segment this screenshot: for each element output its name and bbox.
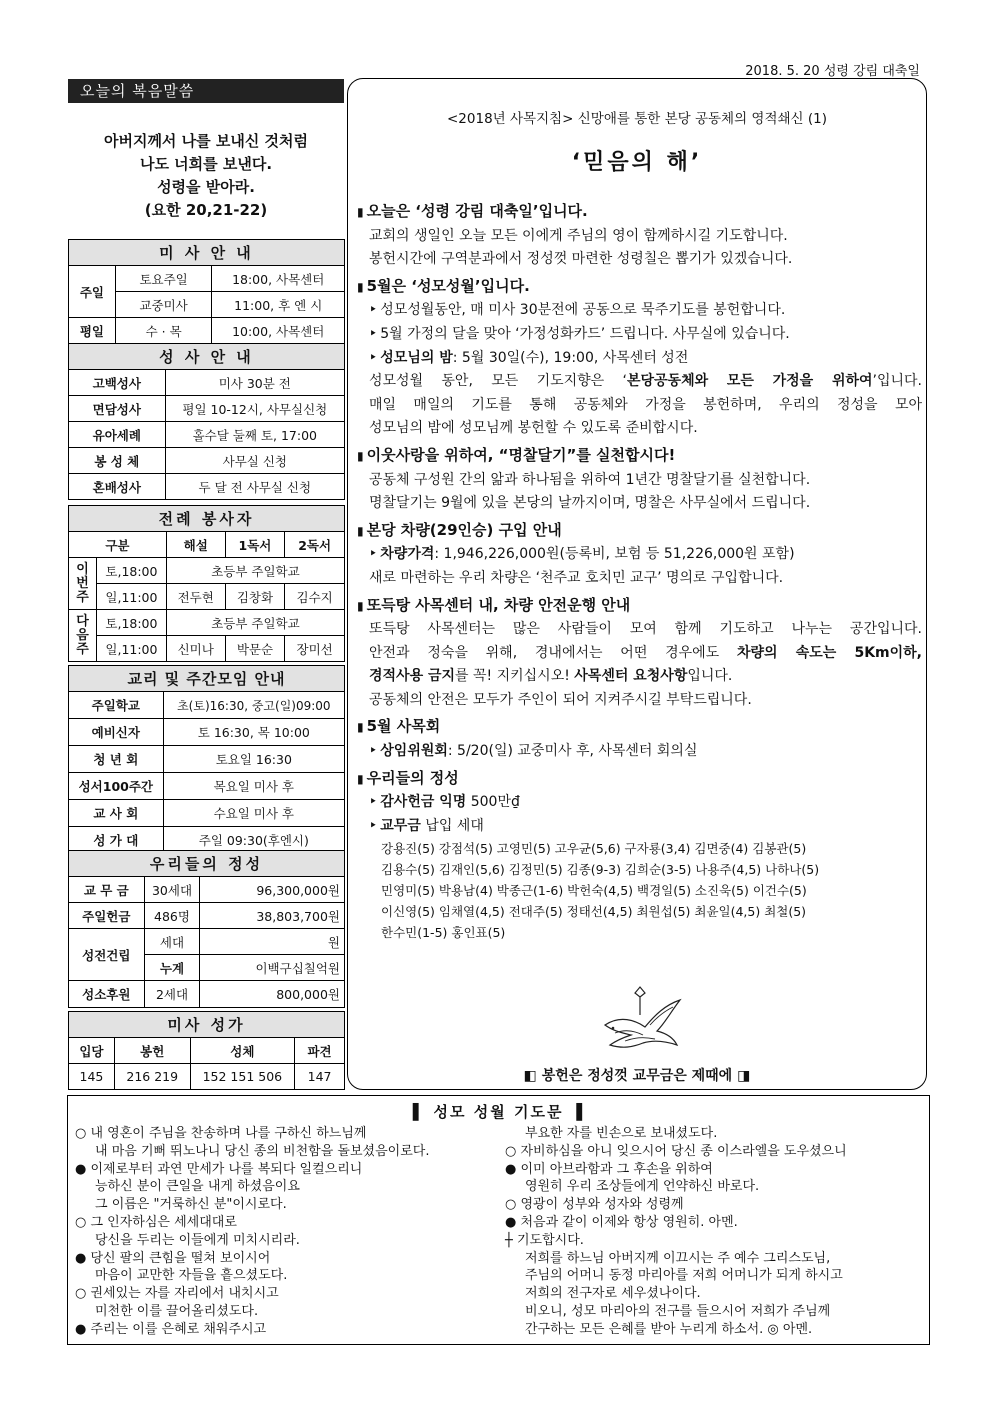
- paragraph: [357, 665, 922, 689]
- liturgy-time: 일,11:00: [96, 636, 166, 662]
- donor-line: 민영미(5) 박용남(4) 박종근(1-6) 박헌숙(4,5) 백경일(5) 소진욱(5) 이건수(5): [381, 883, 807, 899]
- paragraph: 또득탕 사목센터는 많은 사람들이 모여 함께 기도하고 나누는 공간입니다.: [369, 621, 922, 638]
- gospel-line: 나도 너희를 보낸다.: [139, 155, 273, 173]
- text: 입니다.: [687, 668, 733, 685]
- mass-name: 수 · 목: [115, 318, 212, 344]
- bold-text: 본당공동체와 모든 가정을 위하여: [626, 373, 873, 390]
- paragraph: 성모님의 밤에 성모님께 봉헌할 수 있도록 준비합시다.: [369, 420, 698, 437]
- meeting-time: 주일 09:30(후엔시): [163, 827, 344, 854]
- prayer-line: 저희를 하느님 아버지께 이끄시는 주 예수 그리스도님,: [525, 1250, 831, 1266]
- prayer-text: 당신 팔의 큰힘을 떨쳐 보이시어: [90, 1250, 271, 1266]
- paragraph: 새로 마련하는 우리 차량은 ‘천주교 호치민 교구’ 명의로 구입합니다.: [369, 569, 784, 586]
- mass-time: 10:00, 사목센터: [212, 318, 345, 344]
- prayer-line: 주님의 어머니 동정 마리아를 저희 어머니가 되게 하시고: [525, 1268, 843, 1284]
- prayer-line: [75, 1285, 505, 1303]
- donor-line: 한수민(1-5) 홍인표(5): [381, 925, 506, 941]
- offering-name: 성소후원: [69, 981, 145, 1008]
- donor-line: 이신영(5) 임채열(4,5) 전대주(5) 정태선(4,5) 최원섭(5) 최윤일(4,5) 최철(5): [381, 904, 807, 920]
- meeting-name: 청 년 회: [69, 746, 164, 773]
- liturgy-group: 초등부 주일학교: [166, 558, 344, 584]
- prayer-marker: ○: [505, 1143, 517, 1159]
- sacrament-title: 성 사 안 내: [69, 344, 345, 370]
- bullet-item: ‣ 5월 가정의 달을 맞아 ‘가정성화카드’ 드립니다. 사무실에 있습니다.: [357, 323, 922, 347]
- meetings-table: [68, 665, 345, 854]
- section-heading: ▮ 우리들의 정성: [357, 767, 922, 792]
- building-total-label: 누계: [144, 955, 200, 981]
- bold-text: 경적사용 금지: [369, 668, 456, 685]
- liturgy-header: 구분: [69, 532, 167, 558]
- hymns-title: 미사 성가: [69, 1012, 345, 1038]
- sacrament-name: 고백성사: [69, 370, 166, 396]
- mass-time: 18:00, 사목센터: [212, 266, 345, 292]
- prayer-line: 간구하는 모든 은혜를 받아 누리게 하소서. ◎ 아멘.: [525, 1321, 813, 1337]
- sacrament-name: 혼배성사: [69, 474, 166, 500]
- prayer-marker: ○: [75, 1214, 87, 1230]
- prayer-line: 미천한 이를 끌어올리셨도다.: [95, 1303, 259, 1319]
- bold-text: 차량의 속도는 5Km이하,: [736, 644, 923, 661]
- prayer-line: [505, 1196, 925, 1214]
- prayer-line: 비오니, 성모 마리아의 전구를 들으시어 저희가 주님께: [525, 1303, 831, 1319]
- bullet-text: : 5/20(일) 교중미사 후, 사목센터 회의실: [447, 743, 698, 760]
- hymn-number: 147: [295, 1064, 345, 1090]
- prayer-line: 부요한 자를 빈손으로 보내셨도다.: [525, 1126, 718, 1141]
- dove-icon: [595, 985, 685, 1060]
- pastoral-guideline-subtitle: <2018년 사목지침> 신망애를 통한 본당 공동체의 영적쇄신 (1): [446, 111, 827, 127]
- donor-line: 강용진(5) 강점석(5) 고영민(5) 고우균(5,6) 구자룡(3,4) 김면중(4) 김봉관(5): [381, 841, 807, 857]
- bullet-label: 상임위원회: [380, 743, 448, 760]
- prayer-marker: ●: [75, 1321, 87, 1337]
- announcements: [357, 197, 922, 943]
- weekday-label: 평일: [69, 318, 116, 344]
- gospel-line: 성령을 받아라.: [157, 178, 255, 196]
- prayer-marker: ●: [505, 1214, 517, 1230]
- meeting-time: 수요일 미사 후: [163, 800, 344, 827]
- prayer-line: [505, 1143, 925, 1161]
- hymn-number: 152 151 506: [190, 1064, 295, 1090]
- paragraph: 공동체 구성원 간의 앎과 하나됨을 위하여 1년간 명찰달기를 실천합니다.: [369, 471, 811, 488]
- prayer-text: 이제로부터 과연 만세가 나를 복되다 일컬으리니: [90, 1161, 363, 1177]
- mass-name: 교중미사: [115, 292, 212, 318]
- prayer-text: 내 영혼이 주님을 찬송하며 나를 구하신 하느님께: [90, 1126, 367, 1141]
- prayer-text: 영광이 성부와 성자와 성령께: [520, 1197, 684, 1213]
- bullet-item: [357, 347, 922, 371]
- prayer-line: 영원히 우리 조상들에게 언약하신 바로다.: [525, 1179, 760, 1195]
- building-households-label: 세대: [144, 929, 200, 955]
- bullet-item: ‣ 성모성월동안, 매 미사 30분전에 공동으로 묵주기도를 봉헌합니다.: [357, 299, 922, 323]
- prayer-line: 내 마음 기뻐 뛰노나니 당신 종의 비천함을 돌보셨음이로다.: [95, 1143, 430, 1159]
- bullet-text: : 1,946,226,000원(등록비, 보험 등 51,226,000원 포함): [434, 546, 795, 563]
- prayer-marker: ●: [75, 1250, 87, 1266]
- meeting-time: 초(토)16:30, 중고(일)09:00: [163, 692, 344, 719]
- prayer-marker: ○: [75, 1126, 87, 1141]
- prayer-line: [505, 1214, 925, 1232]
- building-fund-label: 성전건립: [69, 929, 145, 981]
- reader-2: 김수지: [285, 584, 345, 610]
- commentator: 신미나: [166, 636, 225, 662]
- prayer-line: 마음이 교만한 자들을 흩으셨도다.: [95, 1268, 288, 1284]
- meeting-time: 목요일 미사 후: [163, 773, 344, 800]
- prayer-line: [75, 1321, 505, 1339]
- offering-count: 30세대: [144, 877, 200, 903]
- sunday-label: 주일: [69, 266, 116, 318]
- paragraph: 공동체의 안전은 모두가 주인이 되어 지켜주시길 부탁드립니다.: [369, 691, 752, 708]
- gospel-verse: [68, 130, 344, 222]
- hymn-header: 봉헌: [114, 1038, 190, 1064]
- bulletin-date: 2018. 5. 20 성령 강림 대축일: [745, 64, 920, 79]
- offering-reminder: ◧ 봉헌은 정성껏 교무금은 제때에 ◨: [523, 1068, 751, 1084]
- section-heading: ▮ 또득탕 사목센터 내, 차량 안전운행 안내: [357, 594, 922, 619]
- hymn-number: 145: [69, 1064, 115, 1090]
- prayer-line: [505, 1232, 925, 1250]
- reader-1: 박문순: [225, 636, 285, 662]
- building-households-amount: 원: [200, 929, 345, 955]
- sacrament-value: 미사 30분 전: [165, 370, 344, 396]
- prayer-left-column: [75, 1125, 505, 1339]
- prayer-marker: ●: [75, 1161, 87, 1177]
- offering-amount: 38,803,700원: [200, 903, 345, 929]
- offering-amount: 800,000원: [200, 981, 345, 1008]
- prayer-title: ▌ 성모 성월 기도문 ▐: [412, 1103, 585, 1121]
- bullet-label: 감사헌금 익명: [380, 794, 467, 811]
- liturgy-time: 일,11:00: [96, 584, 166, 610]
- mass-time: 11:00, 후 엔 시: [212, 292, 345, 318]
- prayer-line: 그 이름은 "거룩하신 분"이시로다.: [95, 1197, 287, 1213]
- prayer-text: 주리는 이를 은혜로 채워주시고: [90, 1321, 267, 1337]
- meeting-name: 성서100주간: [69, 773, 164, 800]
- meeting-name: 주일학교: [69, 692, 164, 719]
- prayer-right-column: [505, 1125, 925, 1339]
- liturgy-group: 초등부 주일학교: [166, 610, 344, 636]
- text: ’입니다.: [872, 373, 922, 390]
- section-heading: ▮ 본당 차량(29인승) 구입 안내: [357, 519, 922, 544]
- bullet-label: 차량가격: [380, 546, 435, 563]
- hymn-number: 216 219: [114, 1064, 190, 1090]
- meetings-title: 교리 및 주간모임 안내: [69, 666, 345, 692]
- meeting-name: 성 가 대: [69, 827, 164, 854]
- sacrament-value: 두 달 전 사무실 신청: [165, 474, 344, 500]
- reader-2: 장미선: [285, 636, 345, 662]
- prayer-text: 이미 아브라함과 그 후손을 위하여: [520, 1161, 713, 1177]
- liturgy-table: [68, 505, 345, 662]
- mass-name: 토요주일: [115, 266, 212, 292]
- sacrament-name: 면담성사: [69, 396, 166, 422]
- hymns-table: [68, 1011, 345, 1090]
- sacrament-value: 사무실 신청: [165, 448, 344, 474]
- prayer-marker: ○: [505, 1197, 517, 1213]
- prayer-line: 저희의 전구자로 세우셨나이다.: [525, 1286, 701, 1302]
- hymn-header: 입당: [69, 1038, 115, 1064]
- mass-info-table: [68, 239, 345, 500]
- bold-text: 사목센터 요청사항: [574, 668, 688, 685]
- bullet-text: 납입 세대: [420, 817, 484, 834]
- bullet-item: [357, 740, 922, 764]
- liturgy-title: 전례 봉사자: [69, 506, 345, 532]
- section-heading: ▮ 오늘은 ‘성령 강림 대축일’입니다.: [357, 200, 922, 225]
- prayer-text: 권세있는 자를 자리에서 내치시고: [90, 1286, 279, 1302]
- text: 성모성월 동안, 모든 기도지향은 ‘: [369, 373, 627, 390]
- hymn-header: 파견: [295, 1038, 345, 1064]
- section-heading: ▮ 이웃사랑을 위하여, “명찰달기”를 실천합시다!: [357, 444, 922, 469]
- prayer-line: 능하신 분이 큰일을 내게 하셨음이요: [95, 1179, 300, 1195]
- prayer-marker: ┼: [505, 1232, 513, 1248]
- pastoral-theme-title: ‘믿음의 해’: [571, 150, 703, 175]
- gospel-reference: (요한 20,21-22): [144, 201, 268, 219]
- meeting-name: 교 사 회: [69, 800, 164, 827]
- sacrament-name: 봉 성 체: [69, 448, 166, 474]
- prayer-marker: ●: [505, 1161, 517, 1177]
- bullet-label: 성모님의 밤: [380, 349, 453, 366]
- prayer-line: [75, 1250, 505, 1268]
- bullet-label: 교무금: [380, 817, 421, 834]
- mass-title: 미 사 안 내: [69, 240, 345, 266]
- this-week-label: 이번주: [69, 558, 97, 610]
- liturgy-header: 해설: [166, 532, 225, 558]
- prayer-text: 그 인자하심은 세세대대로: [90, 1214, 237, 1230]
- liturgy-header: 2독서: [285, 532, 345, 558]
- bullet-text: 500만₫: [466, 794, 520, 811]
- prayer-text: 처음과 같이 이제와 항상 영원히. 아멘.: [520, 1214, 738, 1230]
- donor-names: [357, 838, 922, 943]
- paragraph: [357, 642, 922, 666]
- prayer-text: 기도합시다.: [516, 1232, 584, 1248]
- paragraph: 교회의 생일인 오늘 모든 이에게 주님의 영이 함께하시길 기도합니다.: [369, 227, 788, 244]
- section-heading: ▮ 5월 사목회: [357, 715, 922, 740]
- hymn-header: 성체: [190, 1038, 295, 1064]
- prayer-line: 당신을 두리는 이들에게 미치시리라.: [95, 1232, 300, 1248]
- text: 를 꼭! 지키십시오!: [455, 668, 575, 685]
- prayer-line: [505, 1161, 925, 1179]
- paragraph: 매일 매일의 기도를 통해 공동체와 가정을 봉헌하며, 우리의 정성을 모아: [369, 396, 922, 413]
- prayer-text: 자비하심을 아니 잊으시어 당신 종 이스라엘을 도우셨으니: [520, 1143, 847, 1159]
- offering-amount: 96,300,000원: [200, 877, 345, 903]
- paragraph: 봉헌시간에 구역분과에서 정성껏 마련한 성령칠은 뽑기가 있겠습니다.: [369, 251, 793, 268]
- prayer-line: [75, 1125, 505, 1143]
- donor-line: 김용수(5) 김재인(5,6) 김정민(5) 김종(9-3) 김희순(3-5) 나용주(4,5) 나하나(5): [381, 862, 820, 878]
- paragraph: [357, 370, 922, 394]
- sacrament-name: 유아세례: [69, 422, 166, 448]
- prayer-marker: ○: [75, 1286, 87, 1302]
- bullet-item: [357, 543, 922, 567]
- next-week-label: 다음주: [69, 610, 97, 662]
- offering-count: 2세대: [144, 981, 200, 1008]
- offering-name: 주일헌금: [69, 903, 145, 929]
- building-total-amount: 이백구십칠억원: [200, 955, 345, 981]
- sacrament-value: 평일 10-12시, 사무실신청: [165, 396, 344, 422]
- offering-title: 우리들의 정성: [69, 851, 345, 877]
- paragraph: 명찰달기는 9월에 있을 본당의 날까지이며, 명찰은 사무실에서 드립니다.: [369, 495, 811, 512]
- text: 안전과 정숙을 위해, 경내에서는 어떤 경우에도: [369, 644, 737, 661]
- commentator: 전두현: [166, 584, 225, 610]
- gospel-line: 아버지께서 나를 보내신 것처럼: [103, 132, 309, 150]
- gospel-section-title: 오늘의 복음말씀: [68, 79, 344, 103]
- meeting-time: 토 16:30, 목 10:00: [163, 719, 344, 746]
- offering-count: 486명: [144, 903, 200, 929]
- meeting-name: 예비신자: [69, 719, 164, 746]
- bullet-item: [357, 815, 922, 839]
- meeting-time: 토요일 16:30: [163, 746, 344, 773]
- sacrament-value: 홀수달 둘째 토, 17:00: [165, 422, 344, 448]
- offering-name: 교 무 금: [69, 877, 145, 903]
- liturgy-time: 토,18:00: [96, 610, 166, 636]
- prayer-line: [75, 1214, 505, 1232]
- offering-table: [68, 850, 345, 1008]
- liturgy-header: 1독서: [225, 532, 285, 558]
- liturgy-time: 토,18:00: [96, 558, 166, 584]
- reader-1: 김창화: [225, 584, 285, 610]
- bullet-text: : 5월 30일(수), 19:00, 사목센터 성전: [452, 349, 689, 366]
- section-heading: ▮ 5월은 ‘성모성월’입니다.: [357, 275, 922, 300]
- prayer-line: [75, 1161, 505, 1179]
- bullet-item: [357, 791, 922, 815]
